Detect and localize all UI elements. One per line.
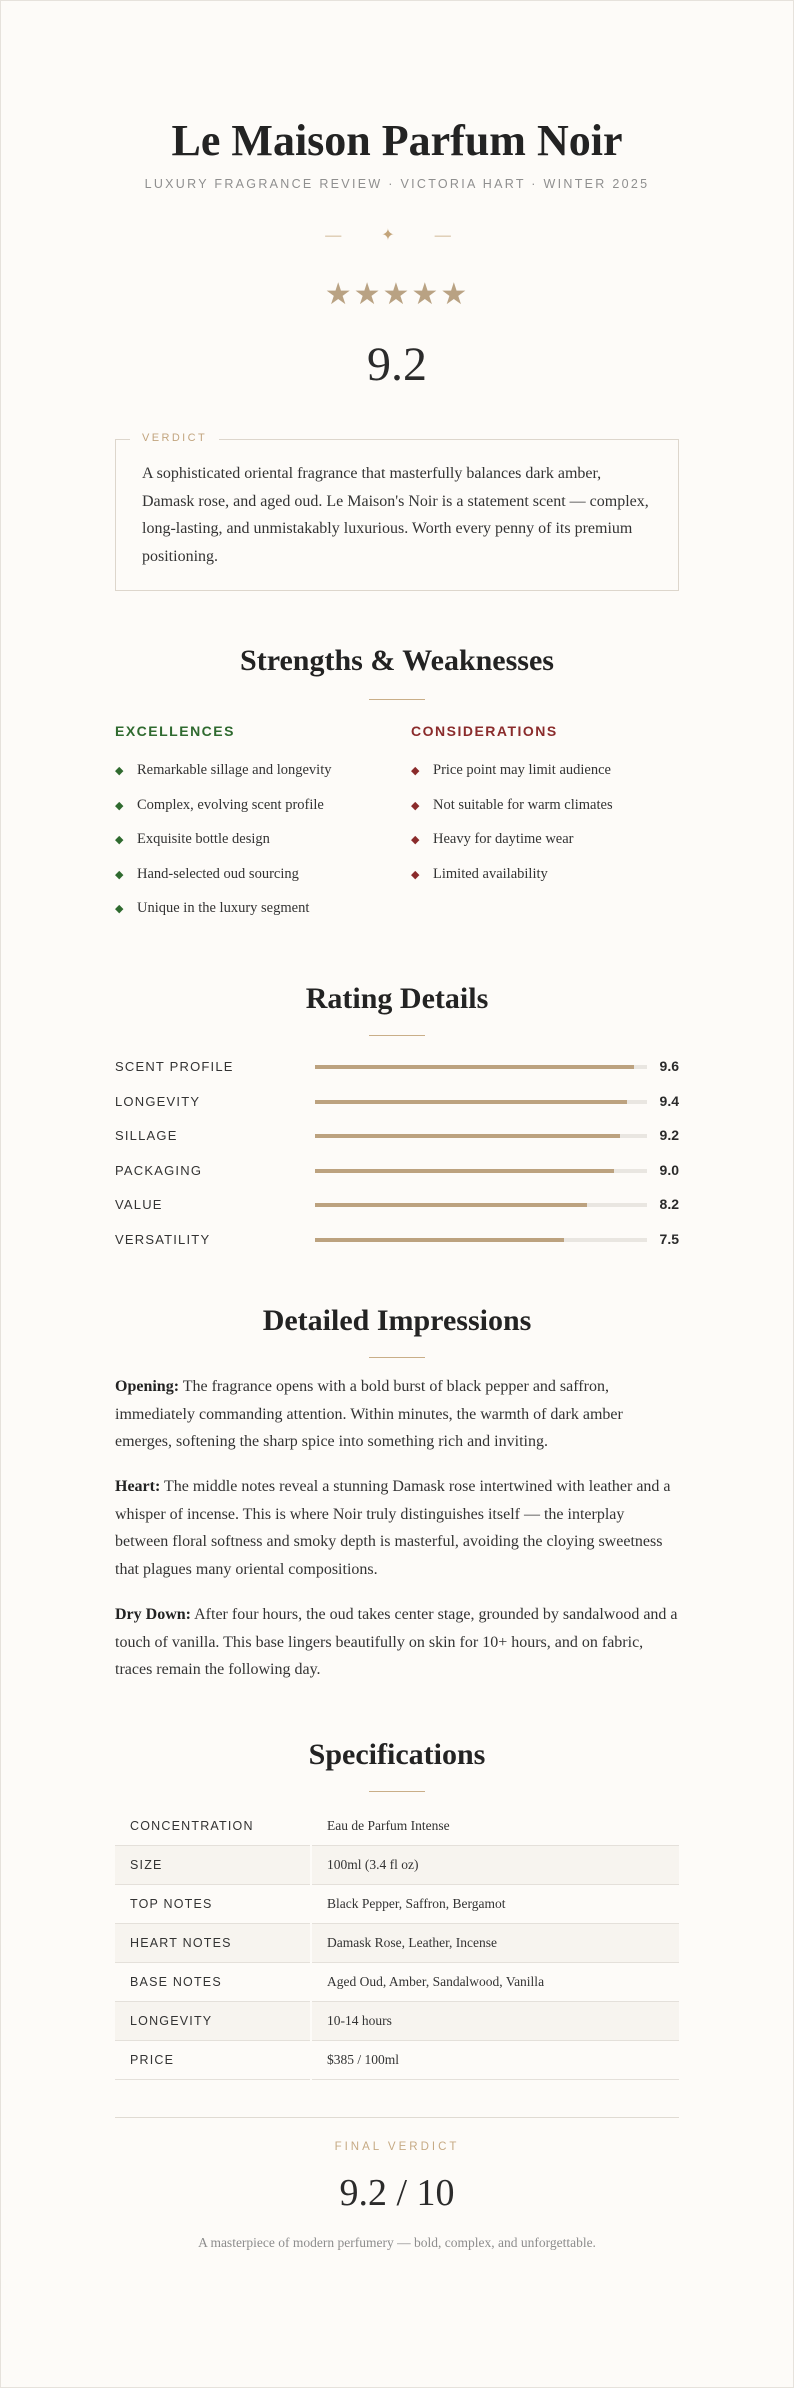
- verdict-label: VERDICT: [130, 432, 219, 444]
- rating-value: 9.2: [659, 1127, 679, 1143]
- rating-row: [115, 1057, 679, 1077]
- rating-value: 8.2: [659, 1196, 679, 1212]
- impression-opening: [115, 1373, 679, 1456]
- excellence-item-text: Unique in the luxury segment: [137, 900, 310, 916]
- consideration-item: [411, 760, 679, 795]
- final-verdict-label: FINAL VERDICT: [334, 2141, 460, 2153]
- strengths-weaknesses-title: Strengths & Weaknesses: [240, 644, 554, 677]
- excellence-item-text: Hand-selected oud sourcing: [137, 865, 299, 882]
- spec-value: $385 / 100ml: [311, 2041, 679, 2080]
- section-divider: [369, 1035, 425, 1036]
- rating-row: [115, 1230, 679, 1250]
- excellence-item-text: Remarkable sillage and longevity: [137, 762, 332, 778]
- spec-row: [115, 1963, 679, 2002]
- diamond-bullet-icon: ◆: [411, 799, 420, 812]
- diamond-bullet-icon: ◆: [115, 903, 124, 915]
- spec-value: Eau de Parfum Intense: [311, 1807, 679, 1846]
- specifications-title: Specifications: [308, 1738, 486, 1771]
- rating-bar-fill: [315, 1065, 634, 1069]
- rating-value: 7.5: [659, 1230, 679, 1247]
- consideration-item: [411, 829, 679, 864]
- rating-bar: [315, 1100, 647, 1104]
- rating-value: 9.0: [659, 1161, 679, 1178]
- consideration-item: [411, 795, 679, 830]
- rating-bar: [315, 1065, 647, 1069]
- diamond-bullet-icon: ◆: [411, 868, 420, 881]
- rating-bar-fill: [315, 1203, 587, 1207]
- rating-row: [115, 1126, 679, 1146]
- excellence-item: [115, 864, 395, 899]
- ornament-divider: — ✦ —: [325, 227, 469, 244]
- impression-text: The fragrance opens with a bold burst of black pepper and saffron, immediately commanding attention. Within minutes, the warmth of dark amber emerges, softening the sharp spice into something rich and inviting.: [115, 1378, 623, 1450]
- consideration-item-text: Limited availability: [433, 865, 548, 882]
- rating-label: SCENT PROFILE: [115, 1059, 234, 1074]
- section-divider: [369, 1791, 425, 1792]
- spec-key: HEART NOTES: [115, 1924, 311, 1963]
- rating-bar: [315, 1169, 647, 1173]
- specifications-table: [115, 1807, 679, 2080]
- spec-key: SIZE: [115, 1846, 311, 1885]
- rating-bar: [315, 1134, 647, 1138]
- rating-bar-fill: [315, 1238, 564, 1242]
- impression-lead: Dry Down:: [115, 1606, 191, 1623]
- spec-key: BASE NOTES: [115, 1963, 311, 2002]
- review-byline: LUXURY FRAGRANCE REVIEW · VICTORIA HART · WINTER 2025: [144, 177, 650, 191]
- diamond-bullet-icon: ◆: [115, 868, 124, 881]
- impression-text: The middle notes reveal a stunning Damask rose intertwined with leather and a whisper of incense. This is where Noir truly distinguishes itself — the interplay between floral softness and smoky depth is masterful, avoiding the cloying sweetness that plagues many oriental compositions.: [115, 1478, 671, 1578]
- overall-score: 9.2: [367, 338, 427, 391]
- spec-row: [115, 1846, 679, 1885]
- page-title: Le Maison Parfum Noir: [171, 116, 623, 165]
- excellences-list: [115, 760, 395, 933]
- star-rating-icons: ★★★★★: [324, 278, 470, 311]
- consideration-item: [411, 864, 679, 899]
- rating-value: 9.4: [659, 1092, 679, 1109]
- diamond-bullet-icon: ◆: [115, 799, 124, 812]
- diamond-bullet-icon: ◆: [411, 834, 420, 846]
- rating-row: [115, 1092, 679, 1112]
- impression-lead: Opening:: [115, 1378, 180, 1395]
- spec-key: TOP NOTES: [115, 1885, 311, 1924]
- considerations-list: [411, 760, 679, 898]
- spec-key: CONCENTRATION: [115, 1807, 311, 1846]
- rating-bar-fill: [315, 1100, 627, 1104]
- consideration-item-text: Price point may limit audience: [433, 762, 611, 778]
- verdict-box: [115, 432, 679, 591]
- consideration-item-text: Not suitable for warm climates: [433, 796, 613, 813]
- impression-text: After four hours, the oud takes center stage, grounded by sandalwood and a touch of vanilla. This base lingers beautifully on skin for 10+ hours, and on fabric, traces remain the following day.: [115, 1606, 678, 1678]
- verdict-text: A sophisticated oriental fragrance that masterfully balances dark amber, Damask rose, and aged oud. Le Maison's Noir is a statement scent — complex, long-lasting, and unmistakably luxurious. Worth every penny of its premium positioning.: [142, 465, 649, 565]
- impression-heart: [115, 1473, 679, 1583]
- rating-label: LONGEVITY: [115, 1093, 201, 1109]
- rating-label: PACKAGING: [115, 1162, 203, 1178]
- spec-key: PRICE: [115, 2041, 311, 2080]
- rating-row: [115, 1195, 679, 1215]
- spec-row: [115, 1924, 679, 1963]
- rating-value: 9.6: [659, 1058, 679, 1074]
- consideration-item-text: Heavy for daytime wear: [433, 831, 574, 847]
- rating-details-title: Rating Details: [305, 982, 489, 1015]
- spec-row: [115, 1807, 679, 1846]
- rating-bar: [315, 1203, 647, 1207]
- section-divider: [369, 1357, 425, 1358]
- final-divider: [115, 2117, 679, 2118]
- section-divider: [369, 699, 425, 700]
- rating-label: VALUE: [115, 1197, 163, 1212]
- rating-row: [115, 1161, 679, 1181]
- diamond-bullet-icon: ◆: [115, 765, 124, 777]
- detailed-impressions-title: Detailed Impressions: [262, 1304, 532, 1337]
- excellence-item: [115, 829, 395, 864]
- spec-value: Damask Rose, Leather, Incense: [311, 1924, 679, 1963]
- excellences-heading: EXCELLENCES: [115, 723, 235, 739]
- considerations-heading: CONSIDERATIONS: [411, 723, 558, 739]
- excellence-item: [115, 760, 395, 795]
- spec-value: Black Pepper, Saffron, Bergamot: [311, 1885, 679, 1924]
- spec-value: 10-14 hours: [311, 2002, 679, 2041]
- excellence-item: [115, 795, 395, 830]
- excellence-item-text: Exquisite bottle design: [137, 831, 270, 847]
- excellence-item: [115, 898, 395, 933]
- rating-label: VERSATILITY: [115, 1231, 211, 1247]
- diamond-bullet-icon: ◆: [115, 834, 124, 846]
- spec-key: LONGEVITY: [115, 2002, 311, 2041]
- spec-row: [115, 2002, 679, 2041]
- rating-bar-fill: [315, 1134, 620, 1138]
- spec-row: [115, 1885, 679, 1924]
- spec-value: Aged Oud, Amber, Sandalwood, Vanilla: [311, 1963, 679, 2002]
- rating-bar-fill: [315, 1169, 614, 1173]
- final-score: 9.2 / 10: [339, 2172, 455, 2214]
- spec-row: [115, 2041, 679, 2080]
- final-summary: A masterpiece of modern perfumery — bold, complex, and unforgettable.: [198, 2235, 596, 2250]
- impression-dry-down: [115, 1601, 679, 1684]
- rating-bar: [315, 1238, 647, 1242]
- rating-label: SILLAGE: [115, 1128, 178, 1143]
- spec-value: 100ml (3.4 fl oz): [311, 1846, 679, 1885]
- excellence-item-text: Complex, evolving scent profile: [137, 796, 324, 813]
- impression-lead: Heart:: [115, 1478, 161, 1495]
- diamond-bullet-icon: ◆: [411, 765, 420, 777]
